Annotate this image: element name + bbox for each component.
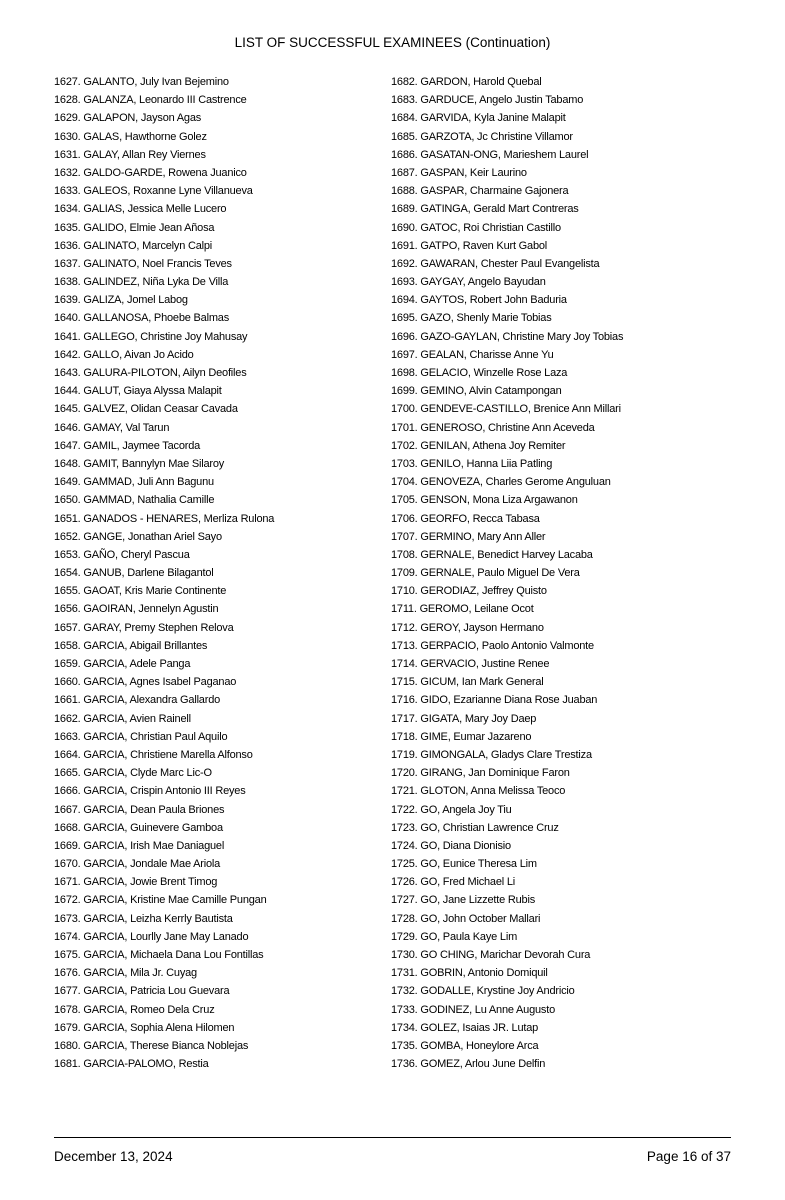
examinee-list-item: 1728. GO, John October Mallari [391, 912, 541, 925]
examinee-list-item: 1722. GO, Angela Joy Tiu [391, 803, 512, 816]
examinee-list-item: 1717. GIGATA, Mary Joy Daep [391, 712, 537, 725]
examinee-list-item: 1654. GANUB, Darlene Bilagantol [54, 567, 214, 580]
examinee-list-item: 1681. GARCIA-PALOMO, Restia [54, 1058, 209, 1071]
examinee-list-item: 1666. GARCIA, Crispin Antonio III Reyes [54, 785, 246, 798]
examinee-list-item: 1670. GARCIA, Jondale Mae Ariola [54, 858, 221, 871]
examinee-list-item: 1649. GAMMAD, Juli Ann Bagunu [54, 476, 214, 489]
examinee-list-item: 1689. GATINGA, Gerald Mart Contreras [391, 203, 579, 216]
examinee-list-item: 1642. GALLO, Aivan Jo Acido [54, 348, 194, 361]
examinee-list-item: 1733. GODINEZ, Lu Anne Augusto [391, 1003, 555, 1016]
examinee-list-item: 1700. GENDEVE-CASTILLO, Brenice Ann Millari [391, 403, 621, 416]
examinee-list-item: 1651. GANADOS - HENARES, Merliza Rulona [54, 512, 275, 525]
examinee-list-item: 1680. GARCIA, Therese Bianca Noblejas [54, 1039, 249, 1052]
examinee-list-item: 1696. GAZO-GAYLAN, Christine Mary Joy Tobias [391, 330, 624, 343]
examinee-list-item: 1665. GARCIA, Clyde Marc Lic-O [54, 767, 212, 780]
footer-date: December 13, 2024 [54, 1149, 173, 1164]
examinee-list-item: 1719. GIMONGALA, Gladys Clare Trestiza [391, 748, 592, 761]
examinee-list-item: 1698. GELACIO, Winzelle Rose Laza [391, 367, 568, 379]
examinee-list-item: 1635. GALIDO, Elmie Jean Añosa [54, 221, 215, 234]
examinee-list-left-column [54, 73, 384, 1073]
examinee-list-item: 1669. GARCIA, Irish Mae Daniaguel [54, 839, 225, 852]
examinee-list-item: 1645. GALVEZ, Olidan Ceasar Cavada [54, 403, 238, 416]
examinee-list-item: 1634. GALIAS, Jessica Melle Lucero [54, 203, 227, 216]
examinee-list-item: 1709. GERNALE, Paulo Miguel De Vera [391, 567, 580, 580]
examinee-list-item: 1736. GOMEZ, Arlou June Delfin [391, 1058, 546, 1071]
examinee-list-item: 1678. GARCIA, Romeo Dela Cruz [54, 1003, 215, 1016]
examinee-list-item: 1707. GERMINO, Mary Ann Aller [391, 530, 546, 543]
examinee-list-item: 1663. GARCIA, Christian Paul Aquilo [54, 730, 228, 743]
examinee-list-item: 1650. GAMMAD, Nathalia Camille [54, 494, 215, 507]
examinee-list-item: 1636. GALINATO, Marcelyn Calpi [54, 239, 213, 252]
examinee-list-item: 1674. GARCIA, Lourlly Jane May Lanado [54, 930, 249, 943]
examinee-list-item: 1695. GAZO, Shenly Marie Tobias [391, 312, 552, 325]
examinee-list-item: 1641. GALLEGO, Christine Joy Mahusay [54, 330, 248, 343]
examinee-list-item: 1701. GENEROSO, Christine Ann Aceveda [391, 421, 595, 434]
examinee-list-item: 1691. GATPO, Raven Kurt Gabol [391, 239, 548, 252]
examinee-list-item: 1639. GALIZA, Jomel Labog [54, 294, 188, 307]
examinee-list-item: 1668. GARCIA, Guinevere Gamboa [54, 821, 223, 834]
examinee-list-item: 1734. GOLEZ, Isaias JR. Lutap [391, 1021, 539, 1034]
examinee-list-item: 1712. GEROY, Jayson Hermano [391, 621, 544, 634]
examinee-list-item: 1667. GARCIA, Dean Paula Briones [54, 803, 225, 816]
examinee-list-item: 1730. GO CHING, Marichar Devorah Cura [391, 949, 591, 961]
examinee-list-item: 1658. GARCIA, Abigail Brillantes [54, 639, 208, 652]
examinee-list-item: 1690. GATOC, Roi Christian Castillo [391, 221, 561, 234]
examinee-list-item: 1644. GALUT, Giaya Alyssa Malapit [54, 385, 222, 398]
examinee-list-item: 1710. GERODIAZ, Jeffrey Quisto [391, 585, 547, 598]
examinee-list-item: 1697. GEALAN, Charisse Anne Yu [391, 348, 554, 361]
examinee-list-item: 1723. GO, Christian Lawrence Cruz [391, 821, 559, 834]
examinee-list-item: 1715. GICUM, Ian Mark General [391, 676, 544, 689]
examinee-list-item: 1660. GARCIA, Agnes Isabel Paganao [54, 676, 237, 689]
examinee-list-item: 1647. GAMIL, Jaymee Tacorda [54, 439, 201, 452]
examinee-list-item: 1694. GAYTOS, Robert John Baduria [391, 294, 567, 307]
examinee-list-item: 1648. GAMIT, Bannylyn Mae Silaroy [54, 457, 225, 470]
examinee-list-item: 1711. GEROMO, Leilane Ocot [391, 603, 534, 616]
page-title: LIST OF SUCCESSFUL EXAMINEES (Continuation) [234, 35, 551, 50]
examinee-list-item: 1633. GALEOS, Roxanne Lyne Villanueva [54, 185, 253, 198]
examinee-list-item: 1629. GALAPON, Jayson Agas [54, 112, 202, 125]
examinee-list-item: 1656. GAOIRAN, Jennelyn Agustin [54, 603, 219, 616]
examinee-list-item: 1705. GENSON, Mona Liza Argawanon [391, 494, 578, 507]
examinee-list-item: 1692. GAWARAN, Chester Paul Evangelista [391, 257, 600, 270]
examinee-list-item: 1721. GLOTON, Anna Melissa Teoco [391, 785, 566, 798]
examinee-list-item: 1661. GARCIA, Alexandra Gallardo [54, 694, 221, 707]
examinee-list-item: 1659. GARCIA, Adele Panga [54, 658, 191, 670]
examinee-list-item: 1704. GENOVEZA, Charles Gerome Anguluan [391, 476, 611, 489]
examinee-list-item: 1683. GARDUCE, Angelo Justin Tabamo [391, 94, 584, 107]
examinee-list-item: 1706. GEORFO, Recca Tabasa [391, 512, 540, 525]
examinee-list-item: 1718. GIME, Eumar Jazareno [391, 730, 532, 743]
footer-divider [54, 1137, 731, 1138]
examinee-list-item: 1726. GO, Fred Michael Li [391, 876, 516, 889]
examinee-list-item: 1725. GO, Eunice Theresa Lim [391, 858, 537, 871]
examinee-list-item: 1702. GENILAN, Athena Joy Remiter [391, 439, 566, 452]
examinee-list-item: 1682. GARDON, Harold Quebal [391, 76, 542, 88]
examinee-list-item: 1652. GANGE, Jonathan Ariel Sayo [54, 530, 222, 543]
examinee-list-item: 1673. GARCIA, Leizha Kerrly Bautista [54, 912, 233, 925]
examinee-list-item: 1699. GEMINO, Alvin Catampongan [391, 385, 562, 398]
examinee-list-item: 1638. GALINDEZ, Niña Lyka De Villa [54, 276, 229, 289]
examinee-list-item: 1627. GALANTO, July Ivan Bejemino [54, 76, 229, 88]
examinee-list-item: 1732. GODALLE, Krystine Joy Andricio [391, 985, 575, 998]
examinee-list-item: 1693. GAYGAY, Angelo Bayudan [391, 276, 546, 289]
examinee-list-item: 1735. GOMBA, Honeylore Arca [391, 1039, 539, 1052]
examinee-list-item: 1703. GENILO, Hanna Liia Patling [391, 457, 553, 470]
examinee-list-item: 1632. GALDO-GARDE, Rowena Juanico [54, 166, 247, 179]
examinee-list-item: 1687. GASPAN, Keir Laurino [391, 166, 527, 179]
examinee-list-item: 1686. GASATAN-ONG, Marieshem Laurel [391, 148, 589, 161]
examinee-list-item: 1731. GOBRIN, Antonio Domiquil [391, 967, 548, 980]
examinee-list-item: 1631. GALAY, Allan Rey Viernes [54, 148, 206, 161]
examinee-list-item: 1672. GARCIA, Kristine Mae Camille Pungan [54, 894, 267, 907]
examinee-list-item: 1729. GO, Paula Kaye Lim [391, 930, 518, 943]
examinee-list-item: 1646. GAMAY, Val Tarun [54, 421, 170, 434]
examinee-list-item: 1637. GALINATO, Noel Francis Teves [54, 257, 232, 270]
examinee-list-item: 1714. GERVACIO, Justine Renee [391, 658, 550, 670]
examinee-list-item: 1676. GARCIA, Mila Jr. Cuyag [54, 967, 197, 980]
examinee-list-item: 1653. GAÑO, Cheryl Pascua [54, 548, 190, 561]
examinee-list-item: 1662. GARCIA, Avien Rainell [54, 712, 191, 725]
examinee-list-item: 1724. GO, Diana Dionisio [391, 839, 511, 852]
examinee-list-item: 1684. GARVIDA, Kyla Janine Malapit [391, 112, 566, 125]
page-number: Page 16 of 37 [646, 1149, 731, 1164]
examinee-list-item: 1657. GARAY, Premy Stephen Relova [54, 621, 234, 634]
examinee-list-item: 1664. GARCIA, Christiene Marella Alfonso [54, 748, 253, 761]
examinee-list-item: 1640. GALLANOSA, Phoebe Balmas [54, 312, 229, 325]
examinee-list-item: 1675. GARCIA, Michaela Dana Lou Fontillas [54, 949, 264, 961]
examinee-list-item: 1655. GAOAT, Kris Marie Continente [54, 585, 227, 598]
examinee-list-item: 1708. GERNALE, Benedict Harvey Lacaba [391, 548, 593, 561]
examinee-list-item: 1716. GIDO, Ezarianne Diana Rose Juaban [391, 694, 598, 707]
examinee-list-item: 1628. GALANZA, Leonardo III Castrence [54, 94, 247, 107]
examinee-list-item: 1720. GIRANG, Jan Dominique Faron [391, 767, 570, 780]
examinee-list-right-column [391, 73, 741, 1073]
examinee-list-item: 1630. GALAS, Hawthorne Golez [54, 130, 207, 143]
examinee-list-item: 1688. GASPAR, Charmaine Gajonera [391, 185, 569, 198]
examinee-list-item: 1727. GO, Jane Lizzette Rubis [391, 894, 536, 907]
examinee-list-item: 1685. GARZOTA, Jc Christine Villamor [391, 130, 573, 143]
examinee-list-item: 1713. GERPACIO, Paolo Antonio Valmonte [391, 639, 594, 652]
examinee-list-item: 1679. GARCIA, Sophia Alena Hilomen [54, 1021, 235, 1034]
examinee-list-item: 1677. GARCIA, Patricia Lou Guevara [54, 985, 230, 998]
examinee-list-item: 1643. GALURA-PILOTON, Ailyn Deofiles [54, 367, 247, 379]
examinee-list-item: 1671. GARCIA, Jowie Brent Timog [54, 876, 218, 889]
